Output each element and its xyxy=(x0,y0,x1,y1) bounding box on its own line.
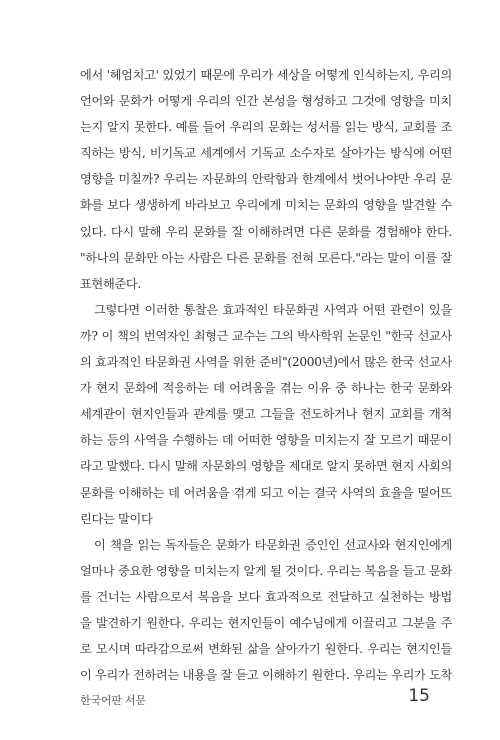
paragraph-2 xyxy=(80,297,452,532)
text-line: 린다는 말이다 xyxy=(80,511,153,526)
body-text xyxy=(80,62,452,688)
running-title: 한국어판 서문 xyxy=(80,694,146,707)
text-line: 표현해준다. xyxy=(80,276,141,291)
text-line: 이 우리가 전하려는 내용을 잘 듣고 이해하기 원한다. 우리는 우리가 도착 xyxy=(80,668,452,683)
text-line: 언어와 문화가 어떻게 우리의 인간 본성을 형성하고 그것에 영향을 미치 xyxy=(80,94,452,109)
text-line: 가 현지 문화에 적응하는 데 어려움을 겪는 이유 중 하나는 한국 문화와 xyxy=(80,381,452,396)
text-line: 있다. 다시 말해 우리 문화를 잘 이해하려면 다른 문화를 경험해야 한다. xyxy=(80,224,452,239)
text-line: 에서 '헤엄치고' 있었기 때문에 우리가 세상을 어떻게 인식하는지, 우리의 xyxy=(80,68,452,82)
paragraph-1 xyxy=(80,62,452,297)
text-line: 직하는 방식, 비기독교 세계에서 기독교 소수자로 살아가는 방식에 어떤 xyxy=(80,146,452,161)
text-line: 그렇다면 이러한 통찰은 효과적인 타문화권 사역과 어떤 관련이 있을 xyxy=(94,302,452,317)
text-line: 를 건너는 사람으로서 복음을 보다 효과적으로 전달하고 실천하는 방법 xyxy=(80,589,452,604)
text-line: 라고 말했다. 다시 말해 자문화의 영향을 제대로 알지 못하면 현지 사회의 xyxy=(80,459,452,474)
text-line: 얼마나 중요한 영향을 미치는지 알게 될 것이다. 우리는 복음을 들고 문화 xyxy=(80,563,452,578)
text-line: 영향을 미칠까? 우리는 자문화의 안락함과 한계에서 벗어나야만 우리 문 xyxy=(80,172,452,187)
text-line: 는지 알지 못한다. 예를 들어 우리의 문화는 성서를 읽는 방식, 교회를 조 xyxy=(80,120,452,135)
text-line: 의 효과적인 타문화권 사역을 위한 준비"(2000년)에서 많은 한국 선교사 xyxy=(80,355,452,370)
text-line: 하는 등의 사역을 수행하는 데 어떠한 영향을 미치는지 잘 모르기 때문이 xyxy=(80,433,452,448)
page-number: 15 xyxy=(408,686,430,706)
paragraph-3 xyxy=(80,532,452,689)
page-footer xyxy=(80,686,430,710)
text-line: 문화를 이해하는 데 어려움을 겪게 되고 이는 결국 사역의 효율을 떨어뜨 xyxy=(80,485,452,500)
text-line: 세계관이 현지인들과 관계를 맺고 그들을 전도하거나 현지 교회를 개척 xyxy=(80,407,452,422)
text-line: 을 발견하기 원한다. 우리는 현지인들이 예수님에게 이끌리고 그분을 주 xyxy=(80,615,452,630)
text-line: 화를 보다 생생하게 바라보고 우리에게 미치는 문화의 영향을 발견할 수 xyxy=(80,198,452,213)
text-line: 로 모시며 따라감으로써 변화된 삶을 살아가기 원한다. 우리는 현지인들 xyxy=(80,642,452,657)
text-line: 이 책을 읽는 독자들은 문화가 타문화권 증인인 선교사와 현지인에게 xyxy=(94,537,452,552)
text-line: 까? 이 책의 번역자인 최형근 교수는 그의 박사학위 논문인 "한국 선교사 xyxy=(80,328,452,343)
text-line: "하나의 문화만 아는 사람은 다른 문화를 전혀 모른다."라는 말이 이를 잘 xyxy=(80,250,452,265)
